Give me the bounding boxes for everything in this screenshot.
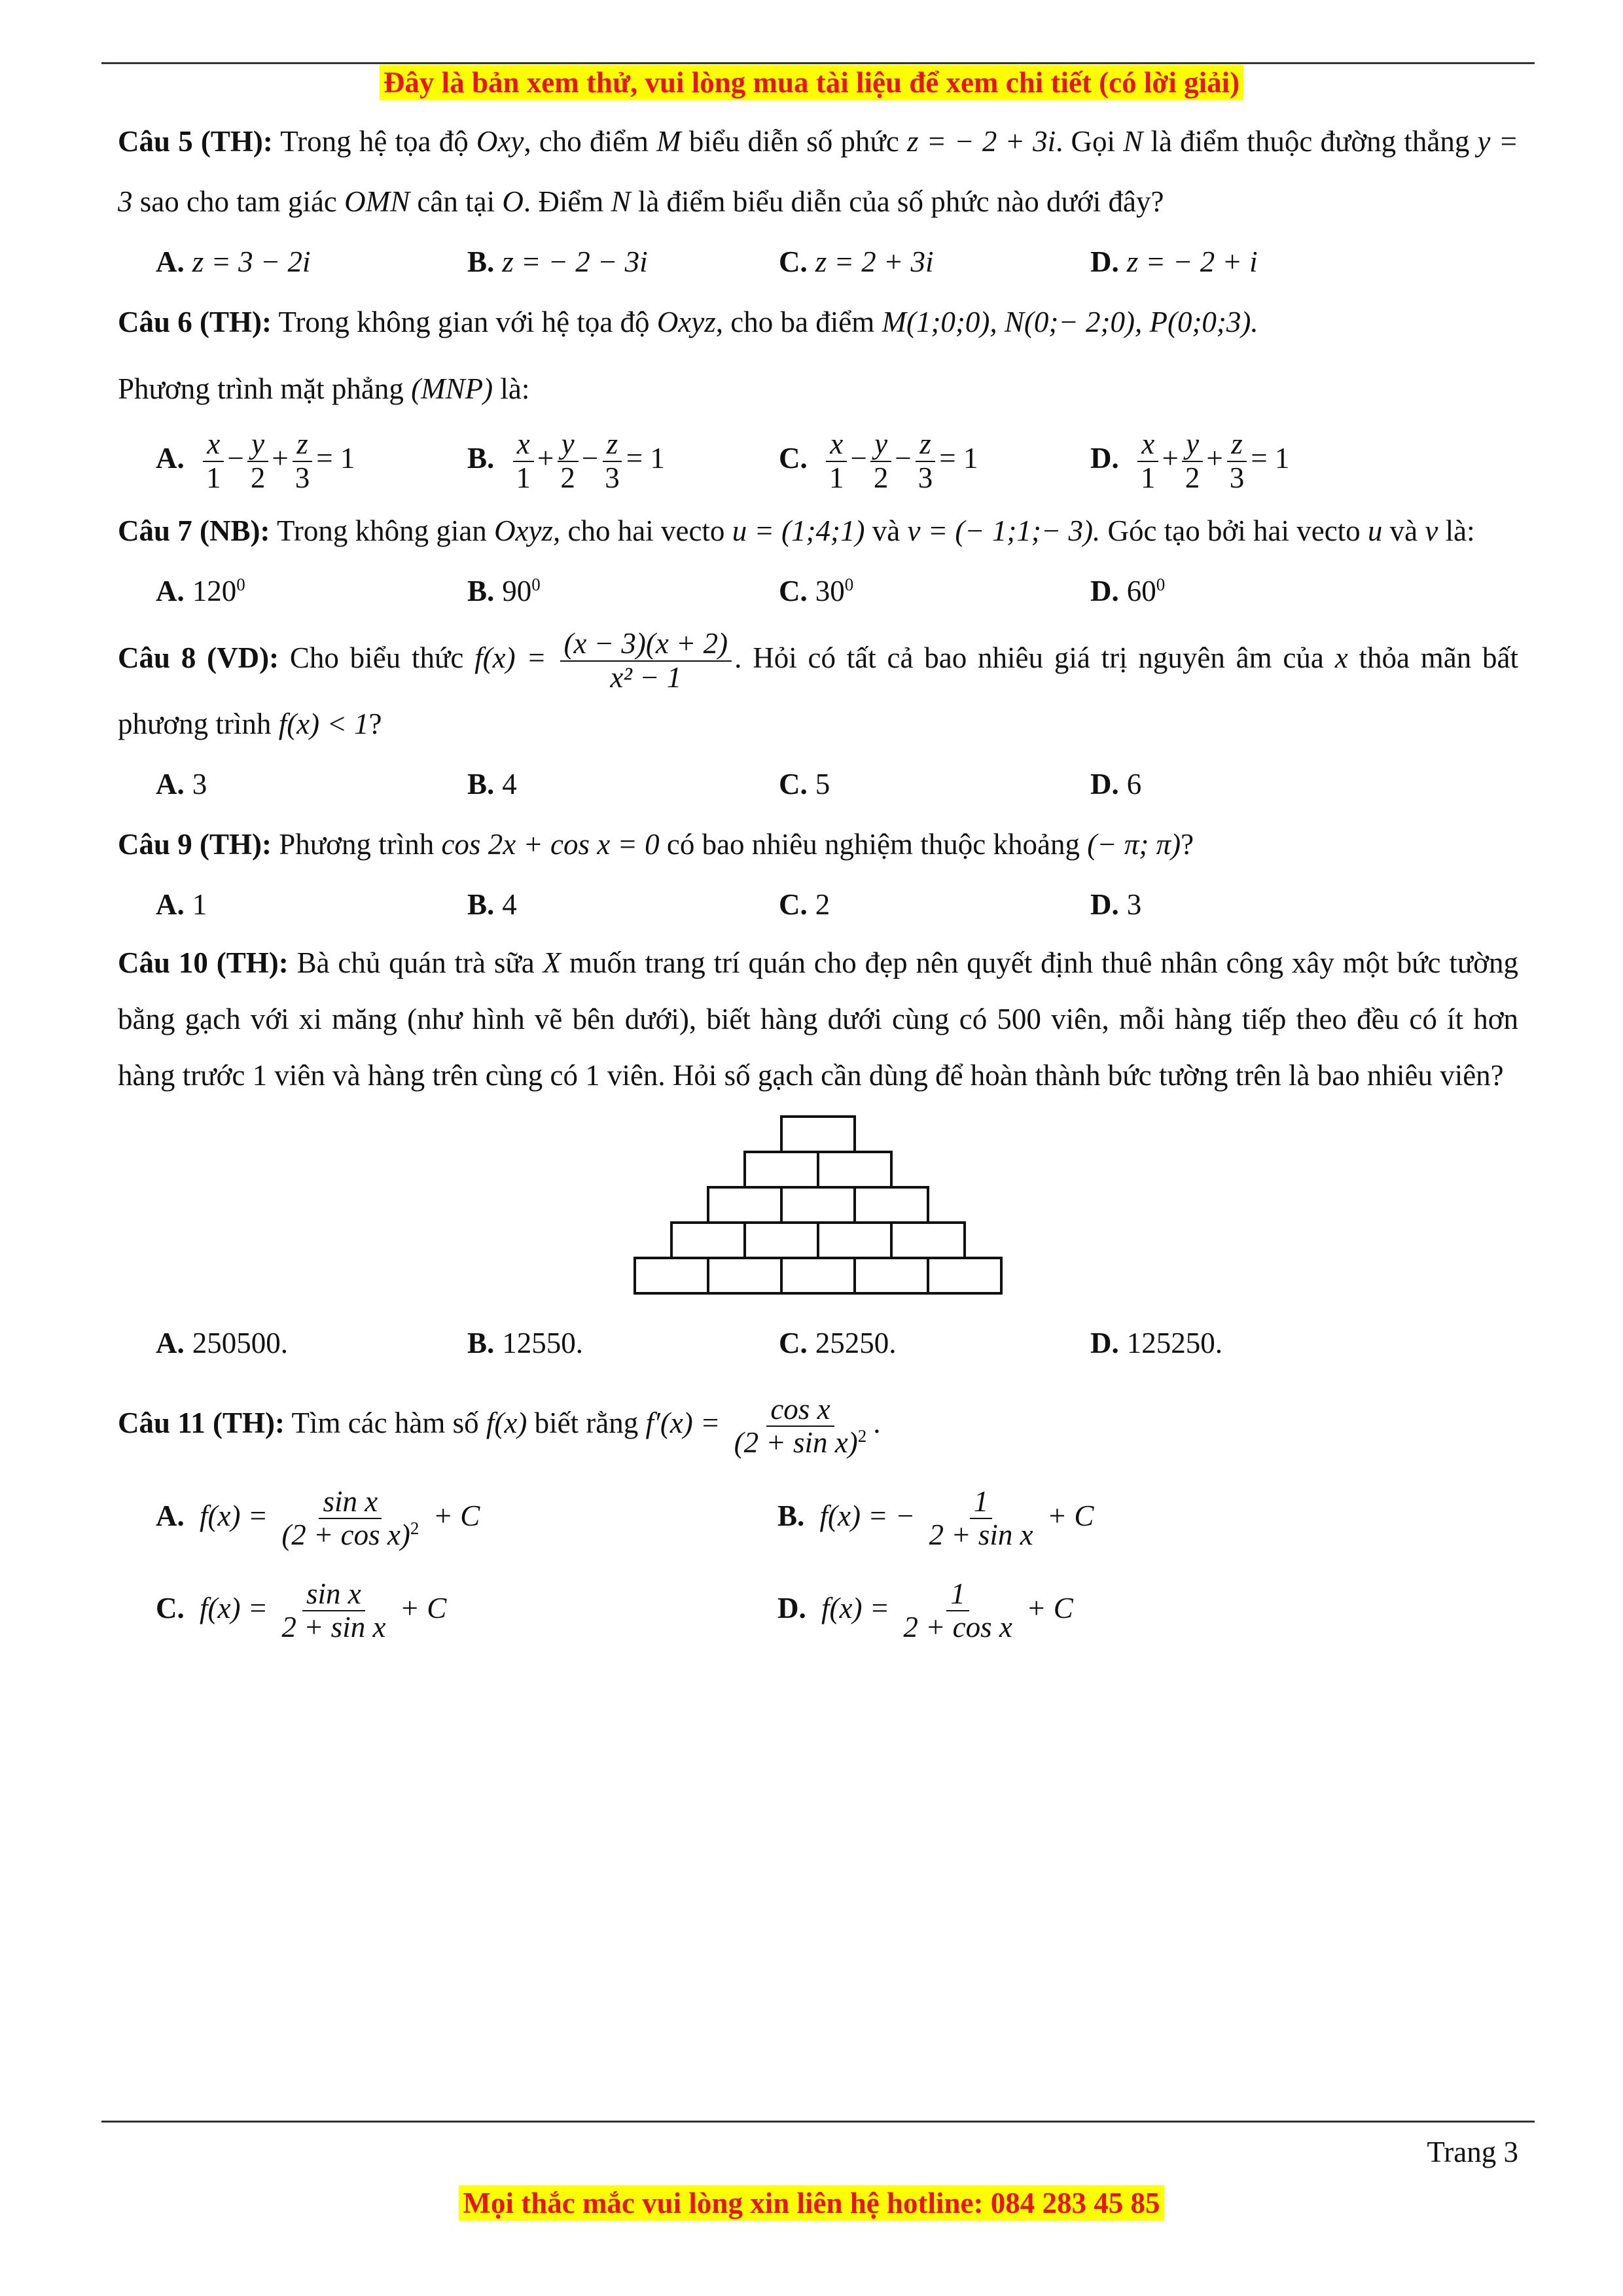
fraction-denominator [730,1427,871,1460]
q5-option-c[interactable] [779,232,1090,292]
preview-banner-text: Đây là bản xem thử, vui lòng mua tài liệu để xem chi tiết (có lời giải) [380,65,1243,100]
q7-option-b[interactable] [467,561,779,621]
q6-text: là: [500,372,530,405]
fraction-denominator: 1 [1141,461,1156,494]
operator: − [895,442,912,475]
q5-option-a[interactable] [156,232,467,292]
option-label: C. [779,442,808,475]
option-value: 5 [815,768,830,801]
fraction-numerator: y [247,428,268,462]
q11-text: Tìm các hàm số [291,1407,479,1440]
option-value: 4 [502,888,517,922]
fraction-denominator: 2 + sin x [929,1518,1033,1552]
option-value: 250500. [192,1327,288,1360]
degree-sup: 0 [531,575,541,595]
q11-math-fx: f(x) [486,1407,527,1440]
q5-title: Câu 5 (TH): [118,125,273,158]
q8-math-ineq: f(x) < 1 [278,708,369,741]
preview-banner [0,65,1623,99]
option-value: 30 [815,575,845,608]
fraction [914,428,937,494]
fraction-denominator: 3 [1229,461,1245,494]
brick-wall-figure [118,1110,1518,1306]
fraction-numerator: 1 [946,1578,969,1612]
q5-text: , cho điểm [524,125,649,158]
hotline-text: Mọi thắc mắc vui lòng xin liên hệ hotline: 084 283 45 85 [459,2185,1164,2221]
fraction-numerator: z [1227,428,1247,462]
q5-math-oxy: Oxy [476,125,524,158]
operator: + [1162,442,1179,475]
option-label: D. [1090,1327,1119,1360]
option-label: B. [777,1499,805,1532]
fraction-numerator: y [558,428,579,462]
option-lhs: f(x) = [200,1499,268,1532]
fraction-numerator: sin x [302,1578,365,1612]
q5-option-b[interactable] [467,232,779,292]
option-label: B. [467,1327,495,1360]
q11-option-b[interactable] [777,1486,1399,1552]
question-8 [118,628,1518,754]
q5-text: sao cho tam giác [139,185,337,218]
option-label: C. [779,768,808,801]
question-5 [118,111,1518,232]
brick [745,1152,818,1187]
option-value: 60 [1126,575,1156,608]
page-number: Trang 3 [1427,2136,1518,2168]
degree-sup: 0 [236,575,245,595]
option-label: B. [467,575,495,608]
q7-math-oxyz: Oxyz, [494,514,561,548]
fraction [277,1578,389,1644]
option-label: A. [156,768,185,801]
option-label: B. [467,245,495,278]
fraction-denominator: 2 [250,461,266,494]
option-label: D. [1090,575,1119,608]
option-label: D. [1090,442,1119,475]
brick [671,1223,745,1258]
exponent: 2 [857,1426,867,1446]
q7-text: cho hai vecto [567,514,725,548]
fraction [825,428,848,494]
q11-fraction [730,1393,871,1460]
exponent: 2 [410,1518,419,1539]
option-label: D. [1090,888,1119,922]
option-tail: + C [399,1591,447,1624]
q11-title: Câu 11 (TH): [118,1407,285,1440]
fraction-numerator: x [826,428,847,462]
q7-text: Trong không gian [276,514,487,548]
q11-option-d[interactable] [777,1578,1399,1644]
q8-options [156,754,1518,814]
q9-option-a[interactable] [156,874,467,935]
q7-text: là: [1445,514,1475,548]
q8-option-d[interactable] [1090,754,1402,814]
q6-text: cho ba điểm [730,306,875,338]
fraction-numerator: x [513,428,534,462]
fraction-numerator: y [870,428,891,462]
q9-option-c[interactable] [779,874,1090,935]
q7-option-c[interactable] [779,561,1090,621]
q8-option-b[interactable] [467,754,779,814]
q5-math-y3: y = 3 [118,125,1519,218]
fraction-numerator: 1 [970,1486,993,1520]
q5-text: . Gọi [1056,125,1116,158]
option-label: A. [156,1499,185,1532]
option-label: A. [156,442,185,475]
fraction-numerator: x [203,428,224,462]
q5-options [156,232,1518,292]
brick [855,1258,928,1293]
q5-math-m: M [656,125,681,158]
fraction-denominator: 3 [918,461,933,494]
fraction-denominator: 1 [206,461,221,494]
q10-option-b[interactable] [467,1313,779,1373]
option-label: D. [777,1591,806,1624]
q7-text: và [1389,514,1418,548]
q8-option-c[interactable] [779,754,1090,814]
brick [891,1223,965,1258]
brick [745,1223,818,1258]
option-value: z = − 2 − 3i [502,245,648,278]
fraction-numerator: z [293,428,312,462]
q10-title: Câu 10 (TH): [118,946,289,980]
fraction-numerator: z [916,428,935,462]
fraction [601,428,624,494]
fraction [291,428,314,494]
top-rule [101,62,1535,64]
q9-option-d[interactable] [1090,874,1402,935]
fraction-denominator: x² − 1 [610,660,682,694]
q5-text: . Điểm [523,185,604,218]
bottom-rule [101,2121,1535,2123]
q9-math-interval: (− π; π) [1087,828,1181,861]
option-tail: + C [1046,1499,1094,1532]
question-11 [118,1393,1518,1459]
denominator-text: (2 + cos x) [281,1518,410,1552]
q11-option-a[interactable] [156,1486,777,1552]
fraction [277,1486,423,1552]
option-value: z = − 2 + i [1126,245,1258,278]
option-label: D. [1090,768,1119,801]
fraction [202,428,225,494]
option-label: C. [156,1591,185,1624]
question-7 [118,501,1518,561]
q8-option-a[interactable] [156,754,467,814]
fraction-numerator: z [603,428,622,462]
q5-text: là điểm biểu diễn của số phức nào dưới đây? [637,185,1164,218]
q5-text: cân tại [417,185,495,218]
option-value: 2 [815,888,830,922]
q8-text: thỏa mãn bất phương trình [118,641,1518,741]
operator: + [537,442,554,475]
option-label: B. [467,888,495,922]
brick [781,1117,855,1152]
option-label: A. [156,245,185,278]
q7-option-a[interactable] [156,561,467,621]
q10-math-x: X [543,946,562,980]
option-lhs: f(x) = − [819,1499,916,1532]
equals: = 1 [626,442,665,475]
fraction-denominator: 2 + sin x [281,1611,386,1644]
option-tail: + C [1026,1591,1073,1624]
question-10 [118,935,1518,1103]
option-label: C. [779,245,808,278]
option-value: 6 [1126,768,1142,801]
brick [781,1258,855,1293]
q8-fraction [560,628,732,694]
q6-option-d[interactable] [1090,428,1402,494]
degree-sup: 0 [1156,575,1166,595]
operator: + [1206,442,1223,475]
fraction [556,428,579,494]
option-value: 120 [192,575,237,608]
option-label: C. [779,575,808,608]
q9-options [156,874,1518,935]
question-9 [118,814,1518,874]
fraction-denominator: 3 [605,461,620,494]
fraction [870,428,893,494]
option-value: 4 [502,768,517,801]
option-value: 12550. [502,1327,584,1360]
q6-title: Câu 6 (TH): [118,306,272,338]
option-value: 3 [1126,888,1142,922]
q9-math-eq: cos 2x + cos x = 0 [441,828,660,861]
brick [635,1258,708,1293]
fraction-numerator: sin x [319,1486,382,1520]
q6-option-c[interactable] [779,428,1090,494]
q7-math-v: v [1425,514,1438,548]
option-label: C. [779,1327,808,1360]
q7-title: Câu 7 (NB): [118,514,270,548]
q7-options [156,561,1518,621]
q5-text: biểu diễn số phức [688,125,899,158]
brick-wall-diagram [628,1110,1008,1306]
page-content [118,111,1518,1644]
option-label: C. [779,888,808,922]
q10-option-a[interactable] [156,1313,467,1373]
fraction [1137,428,1160,494]
equals: = 1 [1251,442,1290,475]
fraction-denominator: 3 [294,461,310,494]
fraction [1181,428,1204,494]
brick [781,1187,855,1223]
option-lhs: f(x) = [200,1591,268,1624]
q9-title: Câu 9 (TH): [118,828,272,861]
q5-math-o: O [502,185,524,218]
fraction-numerator: y [1182,428,1203,462]
q6-math-oxyz: Oxyz, [656,306,724,338]
q8-text: ? [368,708,382,741]
q5-math-n: N [611,185,631,218]
q8-text: . Hỏi có tất cả bao nhiêu giá trị nguyên âm của [734,641,1324,675]
operator: − [227,442,244,475]
q9-option-b[interactable] [467,874,779,935]
operator: − [850,442,867,475]
q6-math-points: M(1;0;0), N(0;− 2;0), P(0;0;3). [882,306,1258,338]
operator: + [272,442,289,475]
fraction-numerator: x [1137,428,1158,462]
option-label: B. [467,768,495,801]
q10-text: Bà chủ quán trà sữa [296,946,535,980]
fraction-numerator: (x − 3)(x + 2) [560,628,732,662]
q6-option-b[interactable] [467,428,779,494]
option-label: A. [156,1327,185,1360]
q5-math-omn: OMN [344,185,410,218]
fraction-denominator: 2 [560,461,575,494]
q6-option-a[interactable] [156,428,467,494]
option-label: A. [156,888,185,922]
q11-text: . [873,1407,881,1440]
fraction-denominator [277,1519,423,1552]
q7-option-d[interactable] [1090,561,1402,621]
q5-text: là điểm thuộc đường thẳng [1150,125,1470,158]
fraction-denominator: 1 [829,461,844,494]
q10-option-d[interactable] [1090,1313,1402,1373]
q5-math-z: z = − 2 + 3i [907,125,1056,158]
fraction-denominator: 2 + cos x [903,1611,1012,1644]
question-6-cont [118,359,1518,419]
q6-text: Phương trình mặt phẳng [118,372,404,405]
fraction [1226,428,1249,494]
q9-text: ? [1181,828,1194,861]
q11-option-c[interactable] [156,1578,777,1644]
brick [855,1187,928,1223]
option-value: 1 [192,888,207,922]
option-label: B. [467,442,495,475]
option-tail: + C [433,1499,480,1532]
q7-text: Góc tạo bởi hai vecto [1107,514,1361,548]
fraction [899,1578,1016,1644]
q8-title: Câu 8 (VD): [118,641,279,675]
option-value: 3 [192,768,207,801]
option-label: A. [156,575,185,608]
brick [928,1258,1001,1293]
fraction-denominator: 2 [873,461,889,494]
equals: = 1 [939,442,978,475]
q11-options-row-1 [156,1486,1518,1552]
option-value: z = 3 − 2i [192,245,311,278]
option-value: 90 [502,575,532,608]
degree-sup: 0 [844,575,854,595]
q10-option-c[interactable] [779,1313,1090,1373]
option-value: 25250. [815,1327,897,1360]
q5-math-n: N [1123,125,1143,158]
fraction-denominator: 1 [516,461,531,494]
q11-math-fpx: f′(x) = [645,1407,721,1440]
q5-option-d[interactable] [1090,232,1402,292]
q11-options-row-2 [156,1578,1518,1644]
q5-text: Trong hệ tọa độ [280,125,469,158]
fraction [925,1486,1037,1552]
option-value: z = 2 + 3i [815,245,934,278]
q8-math-x: x [1334,641,1348,675]
fraction-denominator: 2 [1185,461,1200,494]
q8-math-fx: f(x) = [474,641,546,675]
fraction [512,428,535,494]
q7-text: và [872,514,901,548]
option-value: 125250. [1126,1327,1222,1360]
q7-math-u: u [1367,514,1383,548]
q6-math-mnp: (MNP) [411,372,493,405]
operator: − [581,442,599,475]
q9-text: Phương trình [279,828,435,861]
hotline-banner [0,2186,1623,2220]
equals: = 1 [316,442,355,475]
option-label: D. [1090,245,1119,278]
q9-text: có bao nhiêu nghiệm thuộc khoảng [666,828,1080,861]
brick [818,1223,891,1258]
q10-text: muốn trang trí quán cho đẹp nên quyết định thuê nhân công xây một bức tường bằng gạch với xi măng (như hình vẽ bên dưới), biết hàng dưới cùng có 500 viên, mỗi hàng tiếp theo đều có ít hơn hàng trước 1 viên và hàng trên cùng có 1 viên. Hỏi số gạch cần dùng để hoàn thành bức tường trên là bao nhiêu viên? [118,946,1519,1092]
denominator-text: (2 + sin x) [734,1426,858,1460]
q6-text: Trong không gian với hệ tọa độ [278,306,650,338]
q11-text: biết rằng [534,1407,639,1440]
q10-options [156,1313,1518,1373]
fraction-numerator: cos x [766,1393,834,1427]
brick [708,1187,781,1223]
option-lhs: f(x) = [821,1591,890,1624]
question-6 [118,292,1518,352]
q7-math-u: u = (1;4;1) [732,514,865,548]
brick [708,1258,781,1293]
q6-options [156,428,1518,494]
fraction [247,428,270,494]
brick [818,1152,891,1187]
q7-math-v: v = (− 1;1;− 3). [907,514,1101,548]
q8-text: Cho biểu thức [289,641,464,675]
